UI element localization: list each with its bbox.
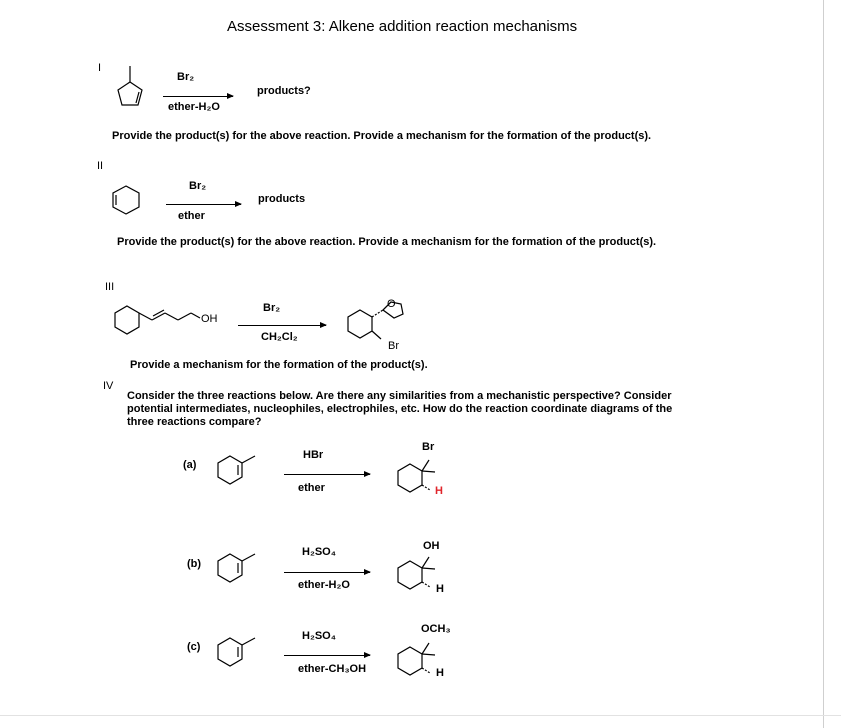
reaction-b-label: (b) — [187, 558, 202, 570]
q2-prompt: Provide the product(s) for the above reaction. Provide a mechanism for the formation of the product(s). — [117, 236, 657, 248]
q2-reaction-arrow — [166, 204, 241, 205]
cyclohexene-structure — [110, 184, 142, 216]
q3-oh-label: OH — [201, 313, 218, 325]
q4-prompt-line-2: potential intermediates, nucleophiles, electrophiles, etc. How do the reaction coordinate diagrams of the — [127, 403, 673, 415]
q4-prompt — [127, 390, 672, 429]
q1-reagent-top: Br₂ — [177, 71, 195, 83]
q1-reagent-bottom: ether-H₂O — [168, 101, 220, 113]
question-number-3: III — [105, 281, 115, 293]
question-number-1: I — [98, 62, 102, 74]
reaction-a-product-h-label: H — [435, 485, 443, 497]
q3-reagent-top: Br₂ — [263, 302, 281, 314]
reaction-c-reagent-bottom: ether-CH₃OH — [298, 663, 367, 675]
reaction-b-methylcyclohexene-structure — [215, 548, 275, 590]
q4-prompt-line-1: Consider the three reactions below. Are there any similarities from a mechanistic perspective? Consider — [127, 390, 672, 402]
question-number-2: II — [97, 160, 104, 172]
reaction-c-product-och3-label: OCH₃ — [421, 623, 451, 635]
q1-prompt: Provide the product(s) for the above reaction. Provide a mechanism for the formation of the product(s). — [112, 130, 652, 142]
methylenecyclopentane-structure — [110, 62, 160, 112]
reaction-b-reagent-bottom: ether-H₂O — [298, 579, 350, 591]
q3-ring-oxygen-label: O — [387, 298, 396, 310]
reaction-b-product-oh-label: OH — [423, 540, 440, 552]
q1-products: products? — [257, 85, 311, 97]
q1-reaction-arrow — [163, 96, 233, 97]
reaction-a-label: (a) — [183, 459, 197, 471]
reaction-b-reagent-top: H₂SO₄ — [302, 546, 336, 558]
reaction-c-product-h-label: H — [436, 667, 444, 679]
q2-reagent-bottom: ether — [178, 210, 205, 222]
reaction-b-arrow — [284, 572, 370, 573]
reaction-c-reagent-top: H₂SO₄ — [302, 630, 336, 642]
reaction-a-arrow — [284, 474, 370, 475]
q3-prompt: Provide a mechanism for the formation of the product(s). — [130, 359, 428, 371]
q3-bromine-label: Br — [388, 340, 399, 352]
reaction-a-reagent-bottom: ether — [298, 482, 325, 494]
q3-reagent-bottom: CH₂Cl₂ — [261, 331, 298, 343]
question-number-4: IV — [103, 380, 114, 392]
reaction-a-methylcyclohexene-structure — [215, 450, 275, 492]
alkenol-starting-material-structure — [112, 298, 207, 338]
reaction-c-arrow — [284, 655, 370, 656]
spiro-ether-product-structure — [345, 296, 425, 348]
q3-reaction-arrow — [238, 325, 326, 326]
page-edge-bottom — [0, 715, 841, 716]
q4-prompt-line-3: three reactions compare? — [127, 416, 262, 428]
page-edge — [823, 0, 824, 728]
q2-reagent-top: Br₂ — [189, 180, 207, 192]
page-title: Assessment 3: Alkene addition reaction mechanisms — [227, 18, 578, 35]
reaction-a-reagent-top: HBr — [303, 449, 324, 461]
reaction-c-label: (c) — [187, 641, 201, 653]
q2-products: products — [258, 193, 306, 205]
reaction-c-methylcyclohexene-structure — [215, 632, 275, 674]
reaction-a-product-br-label: Br — [422, 441, 435, 453]
reaction-b-product-h-label: H — [436, 583, 444, 595]
